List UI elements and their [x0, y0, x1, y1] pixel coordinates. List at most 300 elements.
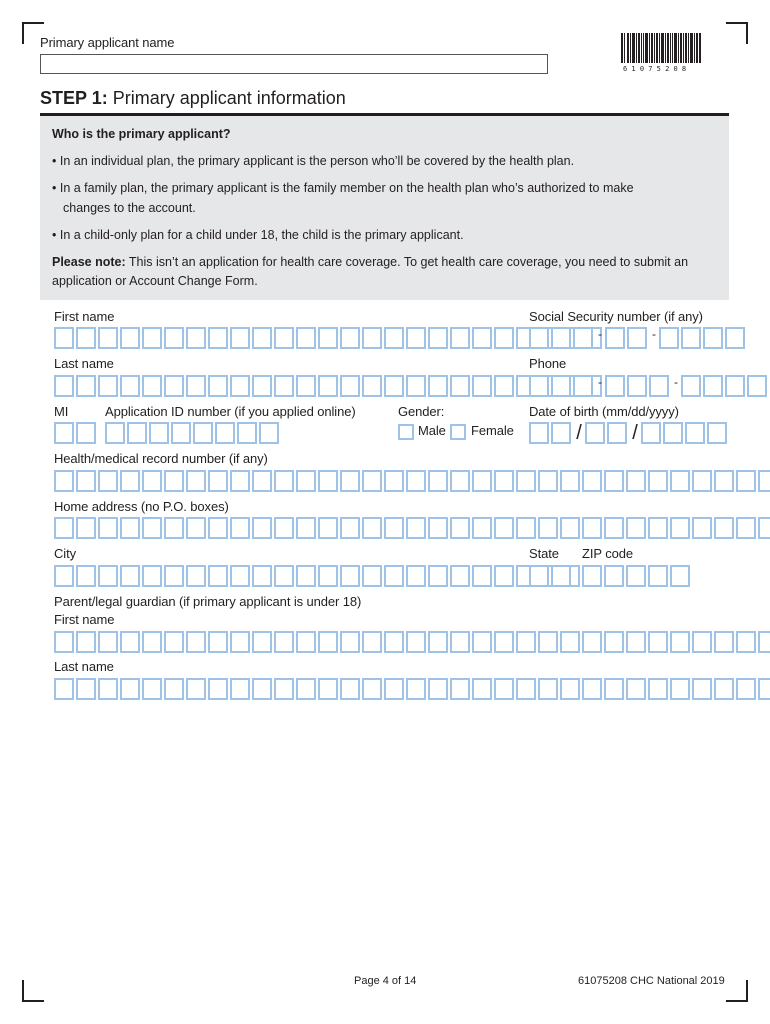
gender-label: Gender: — [398, 404, 445, 419]
mi-boxes[interactable] — [54, 422, 98, 444]
character-box[interactable] — [573, 327, 593, 349]
character-box[interactable] — [516, 517, 536, 539]
character-box[interactable] — [582, 631, 602, 653]
character-box[interactable] — [538, 631, 558, 653]
character-box[interactable] — [252, 631, 272, 653]
slash-separator: / — [576, 422, 582, 444]
character-box[interactable] — [626, 678, 646, 700]
zip-boxes[interactable] — [582, 565, 692, 587]
character-box[interactable] — [296, 470, 316, 492]
character-box[interactable] — [472, 517, 492, 539]
character-box[interactable] — [120, 375, 140, 397]
character-box[interactable] — [560, 470, 580, 492]
character-box[interactable] — [582, 517, 602, 539]
phone-label: Phone — [529, 356, 567, 371]
character-box[interactable] — [76, 517, 96, 539]
character-box[interactable] — [707, 422, 727, 444]
character-box[interactable] — [362, 565, 382, 587]
character-box[interactable] — [164, 470, 184, 492]
character-box[interactable] — [714, 517, 734, 539]
character-box[interactable] — [406, 327, 426, 349]
character-box[interactable] — [230, 678, 250, 700]
character-box[interactable] — [384, 517, 404, 539]
character-box[interactable] — [582, 678, 602, 700]
character-box[interactable] — [384, 327, 404, 349]
character-box[interactable] — [551, 565, 571, 587]
barcode-number: 61075208 — [623, 65, 691, 73]
character-box[interactable] — [142, 470, 162, 492]
character-box[interactable] — [164, 375, 184, 397]
character-box[interactable] — [604, 631, 624, 653]
crop-mark-top-right — [726, 22, 748, 44]
character-box[interactable] — [171, 422, 191, 444]
form-code: 61075208 CHC National 2019 — [578, 975, 725, 987]
info-bullet-child: • In a child-only plan for a child under 18, the child is the primary applicant. — [52, 228, 464, 242]
info-bullet-family-cont: changes to the account. — [63, 201, 196, 215]
character-box[interactable] — [362, 678, 382, 700]
character-box[interactable] — [98, 678, 118, 700]
character-box[interactable] — [551, 327, 571, 349]
character-box[interactable] — [529, 327, 549, 349]
character-box[interactable] — [516, 631, 536, 653]
app-id-label: Application ID number (if you applied online) — [105, 404, 356, 419]
dash-separator: - — [598, 327, 602, 341]
character-box[interactable] — [296, 631, 316, 653]
character-box[interactable] — [626, 517, 646, 539]
character-box[interactable] — [703, 375, 723, 397]
character-box[interactable] — [516, 470, 536, 492]
character-box[interactable] — [384, 678, 404, 700]
character-box[interactable] — [120, 517, 140, 539]
character-box[interactable] — [318, 631, 338, 653]
character-box[interactable] — [274, 375, 294, 397]
primary-applicant-name-label: Primary applicant name — [40, 35, 175, 50]
info-note-label: Please note: — [52, 255, 126, 269]
character-box[interactable] — [692, 470, 712, 492]
character-box[interactable] — [230, 631, 250, 653]
character-box[interactable] — [120, 470, 140, 492]
character-box[interactable] — [736, 470, 756, 492]
character-box[interactable] — [538, 470, 558, 492]
character-box[interactable] — [274, 327, 294, 349]
character-box[interactable] — [76, 327, 96, 349]
character-box[interactable] — [76, 470, 96, 492]
first-name-boxes[interactable] — [54, 327, 604, 349]
info-note-text: This isn’t an application for health care coverage. To get health care coverage, you need to submit an — [125, 255, 689, 269]
guardian-first-name-label: First name — [54, 612, 115, 627]
state-label: State — [529, 546, 559, 561]
character-box[interactable] — [274, 470, 294, 492]
character-box[interactable] — [626, 565, 646, 587]
character-box[interactable] — [573, 375, 593, 397]
character-box[interactable] — [127, 422, 147, 444]
guardian-last-name-boxes[interactable] — [54, 678, 770, 700]
character-box[interactable] — [318, 565, 338, 587]
character-box[interactable] — [538, 678, 558, 700]
character-box[interactable] — [340, 327, 360, 349]
character-box[interactable] — [98, 565, 118, 587]
character-box[interactable] — [296, 327, 316, 349]
character-box[interactable] — [472, 470, 492, 492]
character-box[interactable] — [472, 327, 492, 349]
character-box[interactable] — [98, 517, 118, 539]
character-box[interactable] — [692, 678, 712, 700]
character-box[interactable] — [54, 517, 74, 539]
character-box[interactable] — [252, 470, 272, 492]
character-box[interactable] — [406, 565, 426, 587]
character-box[interactable] — [529, 375, 549, 397]
character-box[interactable] — [120, 565, 140, 587]
character-box[interactable] — [120, 327, 140, 349]
character-box[interactable] — [54, 327, 74, 349]
character-box[interactable] — [340, 631, 360, 653]
ssn-boxes[interactable] — [529, 327, 747, 349]
phone-boxes[interactable] — [529, 375, 769, 397]
character-box[interactable] — [340, 375, 360, 397]
character-box[interactable] — [736, 631, 756, 653]
character-box[interactable] — [627, 375, 647, 397]
character-box[interactable] — [230, 375, 250, 397]
character-box[interactable] — [428, 327, 448, 349]
character-box[interactable] — [208, 470, 228, 492]
character-box[interactable] — [604, 517, 624, 539]
character-box[interactable] — [164, 565, 184, 587]
character-box[interactable] — [641, 422, 661, 444]
character-box[interactable] — [186, 517, 206, 539]
character-box[interactable] — [670, 631, 690, 653]
character-box[interactable] — [494, 631, 514, 653]
character-box[interactable] — [450, 678, 470, 700]
character-box[interactable] — [627, 327, 647, 349]
character-box[interactable] — [428, 565, 448, 587]
character-box[interactable] — [670, 565, 690, 587]
character-box[interactable] — [362, 470, 382, 492]
character-box[interactable] — [252, 375, 272, 397]
character-box[interactable] — [142, 631, 162, 653]
character-box[interactable] — [318, 517, 338, 539]
character-box[interactable] — [76, 565, 96, 587]
character-box[interactable] — [494, 517, 514, 539]
info-heading: Who is the primary applicant? — [52, 127, 231, 141]
character-box[interactable] — [98, 631, 118, 653]
character-box[interactable] — [604, 565, 624, 587]
character-box[interactable] — [450, 375, 470, 397]
character-box[interactable] — [274, 678, 294, 700]
character-box[interactable] — [494, 470, 514, 492]
dash-separator: - — [598, 375, 602, 389]
first-name-label: First name — [54, 309, 115, 324]
character-box[interactable] — [384, 631, 404, 653]
character-box[interactable] — [208, 631, 228, 653]
character-box[interactable] — [186, 678, 206, 700]
character-box[interactable] — [560, 631, 580, 653]
character-box[interactable] — [98, 470, 118, 492]
character-box[interactable] — [142, 678, 162, 700]
primary-applicant-name-field[interactable] — [40, 54, 548, 74]
character-box[interactable] — [296, 375, 316, 397]
character-box[interactable] — [318, 470, 338, 492]
last-name-boxes[interactable] — [54, 375, 604, 397]
character-box[interactable] — [560, 678, 580, 700]
character-box[interactable] — [208, 375, 228, 397]
character-box[interactable] — [472, 631, 492, 653]
character-box[interactable] — [714, 631, 734, 653]
character-box[interactable] — [186, 327, 206, 349]
character-box[interactable] — [142, 375, 162, 397]
character-box[interactable] — [54, 375, 74, 397]
character-box[interactable] — [76, 678, 96, 700]
character-box[interactable] — [472, 678, 492, 700]
character-box[interactable] — [529, 422, 549, 444]
character-box[interactable] — [164, 517, 184, 539]
character-box[interactable] — [252, 678, 272, 700]
mi-label: MI — [54, 404, 69, 419]
character-box[interactable] — [164, 327, 184, 349]
character-box[interactable] — [340, 517, 360, 539]
character-box[interactable] — [605, 327, 625, 349]
character-box[interactable] — [76, 631, 96, 653]
character-box[interactable] — [450, 327, 470, 349]
character-box[interactable] — [604, 678, 624, 700]
character-box[interactable] — [274, 517, 294, 539]
home-address-label: Home address (no P.O. boxes) — [54, 499, 229, 514]
character-box[interactable] — [648, 678, 668, 700]
character-box[interactable] — [494, 327, 514, 349]
character-box[interactable] — [120, 631, 140, 653]
character-box[interactable] — [626, 470, 646, 492]
character-box[interactable] — [494, 678, 514, 700]
character-box[interactable] — [318, 327, 338, 349]
zip-label: ZIP code — [582, 546, 633, 561]
character-box[interactable] — [54, 631, 74, 653]
character-box[interactable] — [120, 678, 140, 700]
character-box[interactable] — [406, 631, 426, 653]
character-box[interactable] — [340, 678, 360, 700]
crop-mark-bottom-left — [22, 980, 44, 1002]
character-box[interactable] — [54, 470, 74, 492]
info-box — [40, 116, 729, 300]
character-box[interactable] — [384, 565, 404, 587]
character-box[interactable] — [252, 327, 272, 349]
character-box[interactable] — [54, 422, 74, 444]
character-box[interactable] — [685, 422, 705, 444]
character-box[interactable] — [142, 565, 162, 587]
character-box[interactable] — [237, 422, 257, 444]
character-box[interactable] — [450, 517, 470, 539]
character-box[interactable] — [215, 422, 235, 444]
character-box[interactable] — [725, 375, 745, 397]
page-number: Page 4 of 14 — [354, 975, 417, 987]
guardian-label: Parent/legal guardian (if primary applicant is under 18) — [54, 594, 362, 609]
barcode — [621, 33, 701, 67]
character-box[interactable] — [296, 678, 316, 700]
character-box[interactable] — [529, 565, 549, 587]
character-box[interactable] — [428, 470, 448, 492]
character-box[interactable] — [428, 517, 448, 539]
health-record-label: Health/medical record number (if any) — [54, 451, 268, 466]
character-box[interactable] — [648, 517, 668, 539]
character-box[interactable] — [648, 631, 668, 653]
dob-boxes[interactable] — [529, 422, 729, 444]
guardian-last-name-label: Last name — [54, 659, 114, 674]
gender-male-label: Male — [418, 423, 446, 438]
dob-label: Date of birth (mm/dd/yyyy) — [529, 404, 679, 419]
character-box[interactable] — [259, 422, 279, 444]
character-box[interactable] — [98, 375, 118, 397]
character-box[interactable] — [149, 422, 169, 444]
character-box[interactable] — [193, 422, 213, 444]
character-box[interactable] — [747, 375, 767, 397]
character-box[interactable] — [703, 327, 723, 349]
character-box[interactable] — [186, 565, 206, 587]
character-box[interactable] — [659, 327, 679, 349]
character-box[interactable] — [648, 470, 668, 492]
character-box[interactable] — [670, 678, 690, 700]
character-box[interactable] — [582, 565, 602, 587]
character-box[interactable] — [428, 631, 448, 653]
character-box[interactable] — [230, 327, 250, 349]
character-box[interactable] — [758, 517, 770, 539]
character-box[interactable] — [758, 631, 770, 653]
character-box[interactable] — [428, 678, 448, 700]
character-box[interactable] — [384, 470, 404, 492]
guardian-first-name-boxes[interactable] — [54, 631, 770, 653]
character-box[interactable] — [340, 565, 360, 587]
character-box[interactable] — [758, 470, 770, 492]
character-box[interactable] — [494, 565, 514, 587]
character-box[interactable] — [362, 327, 382, 349]
character-box[interactable] — [164, 678, 184, 700]
character-box[interactable] — [692, 517, 712, 539]
city-label: City — [54, 546, 76, 561]
gender-female-label: Female — [471, 423, 514, 438]
character-box[interactable] — [230, 565, 250, 587]
character-box[interactable] — [649, 375, 669, 397]
character-box[interactable] — [208, 678, 228, 700]
character-box[interactable] — [208, 565, 228, 587]
character-box[interactable] — [274, 631, 294, 653]
character-box[interactable] — [142, 327, 162, 349]
character-box[interactable] — [494, 375, 514, 397]
character-box[interactable] — [516, 678, 536, 700]
character-box[interactable] — [186, 631, 206, 653]
gender-male-checkbox[interactable] — [398, 424, 414, 440]
character-box[interactable] — [450, 631, 470, 653]
character-box[interactable] — [318, 678, 338, 700]
character-box[interactable] — [604, 470, 624, 492]
character-box[interactable] — [274, 565, 294, 587]
character-box[interactable] — [98, 327, 118, 349]
character-box[interactable] — [76, 422, 96, 444]
character-box[interactable] — [406, 375, 426, 397]
character-box[interactable] — [208, 517, 228, 539]
character-box[interactable] — [362, 375, 382, 397]
character-box[interactable] — [758, 678, 770, 700]
slash-separator: / — [632, 422, 638, 444]
character-box[interactable] — [681, 327, 701, 349]
crop-mark-bottom-right — [726, 980, 748, 1002]
character-box[interactable] — [663, 422, 683, 444]
character-box[interactable] — [450, 470, 470, 492]
character-box[interactable] — [230, 517, 250, 539]
character-box[interactable] — [736, 678, 756, 700]
character-box[interactable] — [384, 375, 404, 397]
character-box[interactable] — [681, 375, 701, 397]
state-boxes[interactable] — [529, 565, 573, 587]
character-box[interactable] — [54, 565, 74, 587]
last-name-label: Last name — [54, 356, 114, 371]
character-box[interactable] — [230, 470, 250, 492]
character-box[interactable] — [714, 470, 734, 492]
health-record-boxes[interactable] — [54, 470, 770, 492]
info-note-cont: application or Account Change Form. — [52, 274, 258, 288]
step-title-text: Primary applicant information — [112, 88, 346, 108]
character-box[interactable] — [551, 375, 571, 397]
character-box[interactable] — [607, 422, 627, 444]
character-box[interactable] — [340, 470, 360, 492]
city-boxes[interactable] — [54, 565, 604, 587]
character-box[interactable] — [252, 517, 272, 539]
character-box[interactable] — [670, 470, 690, 492]
character-box[interactable] — [585, 422, 605, 444]
character-box[interactable] — [406, 678, 426, 700]
character-box[interactable] — [296, 565, 316, 587]
character-box[interactable] — [164, 631, 184, 653]
character-box[interactable] — [142, 517, 162, 539]
dash-separator: - — [674, 375, 678, 389]
character-box[interactable] — [318, 375, 338, 397]
app-id-boxes[interactable] — [105, 422, 281, 444]
info-note — [52, 255, 688, 269]
step-number: STEP 1: — [40, 88, 108, 108]
character-box[interactable] — [551, 422, 571, 444]
home-address-boxes[interactable] — [54, 517, 770, 539]
character-box[interactable] — [714, 678, 734, 700]
character-box[interactable] — [362, 631, 382, 653]
character-box[interactable] — [692, 631, 712, 653]
character-box[interactable] — [428, 375, 448, 397]
character-box[interactable] — [450, 565, 470, 587]
character-box[interactable] — [406, 517, 426, 539]
character-box[interactable] — [362, 517, 382, 539]
step-title — [40, 88, 346, 109]
character-box[interactable] — [208, 327, 228, 349]
character-box[interactable] — [670, 517, 690, 539]
character-box[interactable] — [54, 678, 74, 700]
character-box[interactable] — [186, 375, 206, 397]
info-bullet-family: • In a family plan, the primary applicant is the family member on the health plan who’s authorized to make — [52, 181, 634, 195]
ssn-label: Social Security number (if any) — [529, 309, 703, 324]
character-box[interactable] — [538, 517, 558, 539]
character-box[interactable] — [560, 517, 580, 539]
character-box[interactable] — [725, 327, 745, 349]
character-box[interactable] — [736, 517, 756, 539]
character-box[interactable] — [296, 517, 316, 539]
gender-female-checkbox[interactable] — [450, 424, 466, 440]
info-bullet-individual: • In an individual plan, the primary applicant is the person who’ll be covered by the health plan. — [52, 154, 575, 168]
character-box[interactable] — [605, 375, 625, 397]
character-box[interactable] — [105, 422, 125, 444]
character-box[interactable] — [626, 631, 646, 653]
character-box[interactable] — [186, 470, 206, 492]
character-box[interactable] — [252, 565, 272, 587]
character-box[interactable] — [76, 375, 96, 397]
character-box[interactable] — [472, 375, 492, 397]
character-box[interactable] — [472, 565, 492, 587]
character-box[interactable] — [406, 470, 426, 492]
character-box[interactable] — [648, 565, 668, 587]
character-box[interactable] — [582, 470, 602, 492]
